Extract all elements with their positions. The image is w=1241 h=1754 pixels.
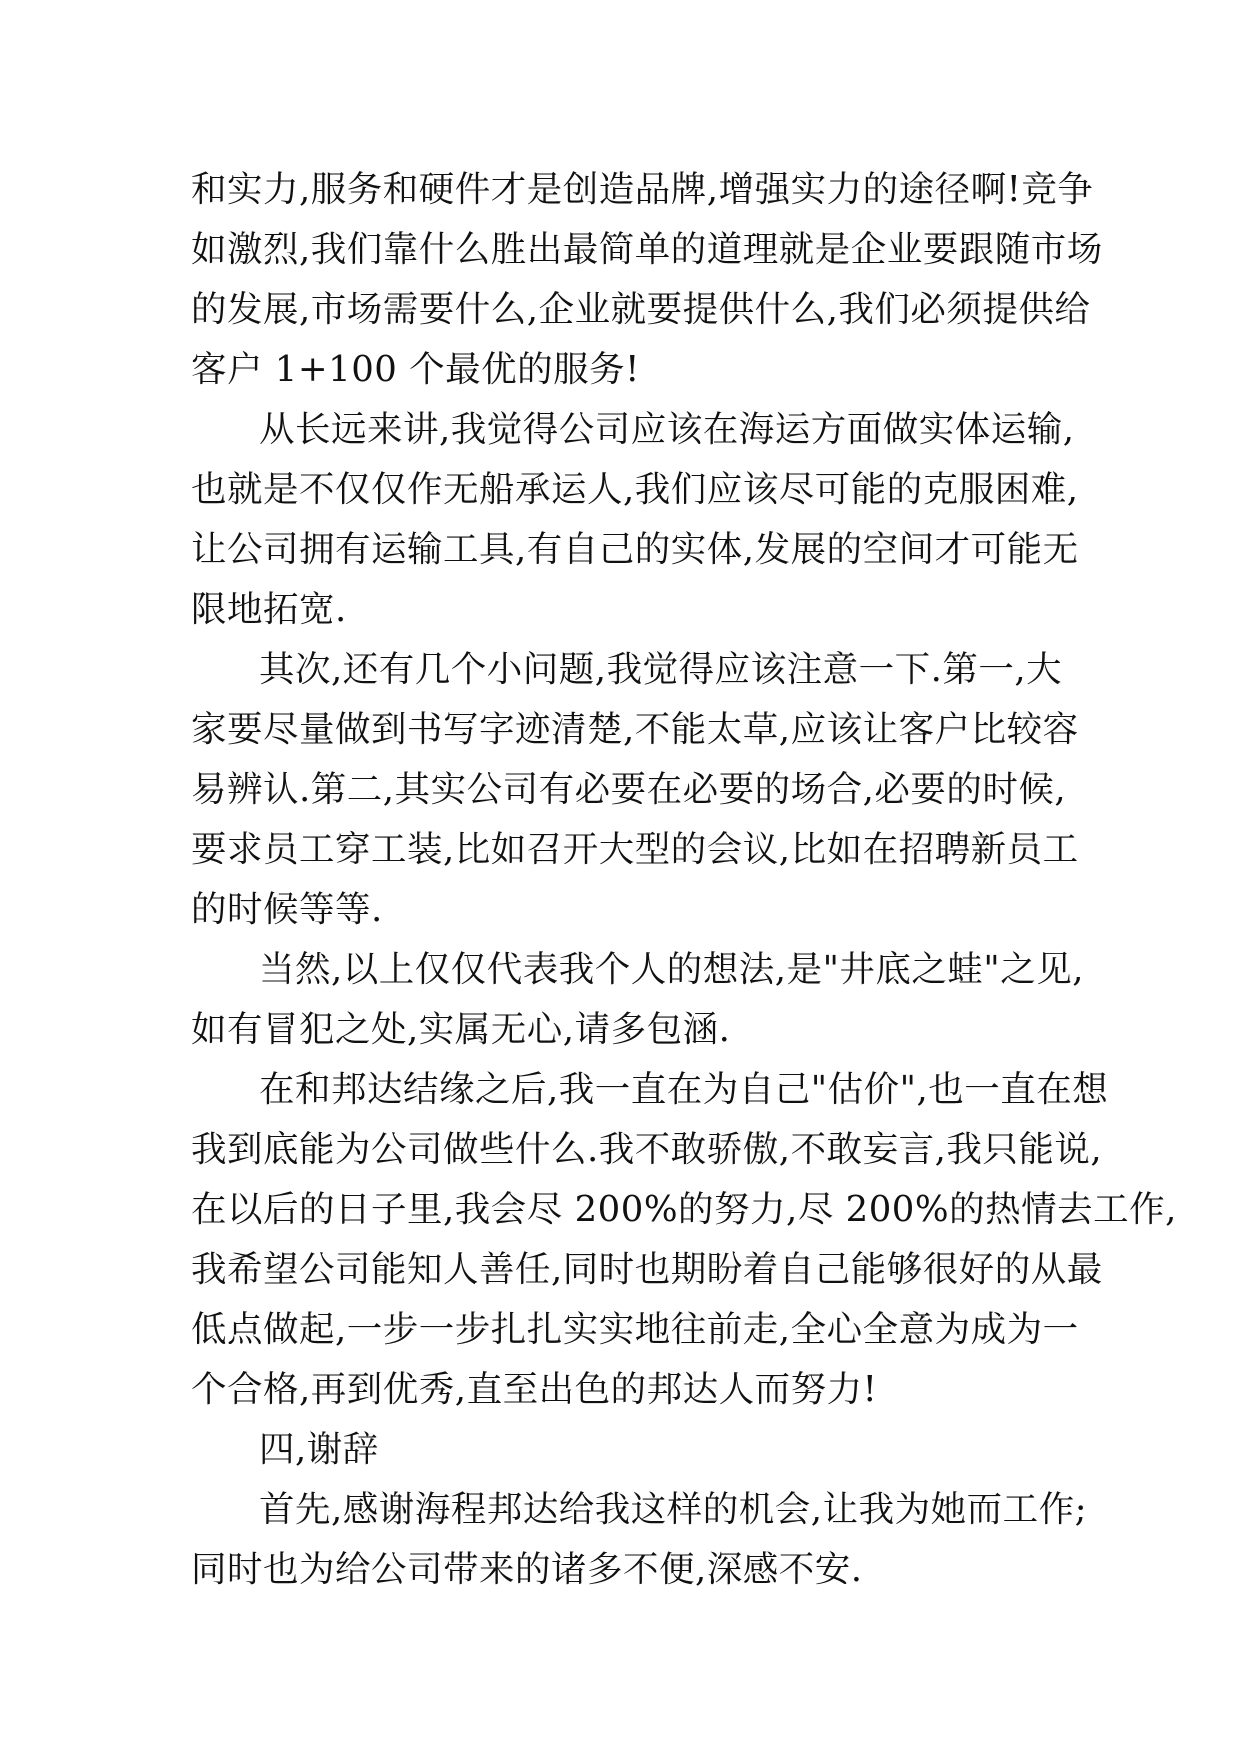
text-line: 的发展,市场需要什么,企业就要提供什么,我们必须提供给 — [191, 289, 1091, 330]
text-line: 同时也为给公司带来的诸多不便,深感不安. — [191, 1549, 863, 1590]
text-line: 要求员工穿工装,比如召开大型的会议,比如在招聘新员工 — [191, 829, 1079, 870]
text-line: 限地拓宽. — [191, 589, 347, 630]
text-line: 我希望公司能知人善任,同时也期盼着自己能够很好的从最 — [191, 1249, 1103, 1290]
text-line: 在以后的日子里,我会尽 200%的努力,尽 200%的热情去工作, — [191, 1189, 1177, 1230]
text-line: 如激烈,我们靠什么胜出最简单的道理就是企业要跟随市场 — [191, 229, 1103, 270]
text-line: 个合格,再到优秀,直至出色的邦达人而努力! — [191, 1369, 878, 1410]
text-line: 低点做起,一步一步扎扎实实地往前走,全心全意为成为一 — [191, 1309, 1079, 1350]
paragraph-first-line: 当然,以上仅仅代表我个人的想法,是"井底之蛙"之见, — [259, 949, 1085, 990]
text-line: 客户 1+100 个最优的服务! — [191, 349, 640, 390]
text-line: 和实力,服务和硬件才是创造品牌,增强实力的途径啊!竞争 — [191, 169, 1094, 210]
paragraph-first-line: 在和邦达结缘之后,我一直在为自己"估价",也一直在想 — [259, 1069, 1109, 1110]
text-line: 家要尽量做到书写字迹清楚,不能太草,应该让客户比较容 — [191, 709, 1079, 750]
text-line: 我到底能为公司做些什么.我不敢骄傲,不敢妄言,我只能说, — [191, 1129, 1103, 1170]
text-line: 也就是不仅仅作无船承运人,我们应该尽可能的克服困难, — [191, 469, 1079, 510]
body-text — [191, 160, 1177, 1600]
paragraph-first-line: 其次,还有几个小问题,我觉得应该注意一下.第一,大 — [259, 649, 1063, 690]
paragraph-first-line: 首先,感谢海程邦达给我这样的机会,让我为她而工作; — [259, 1489, 1088, 1530]
text-line: 易辨认.第二,其实公司有必要在必要的场合,必要的时候, — [191, 769, 1067, 810]
text-line: 的时候等等. — [191, 889, 383, 930]
text-line: 如有冒犯之处,实属无心,请多包涵. — [191, 1009, 731, 1050]
paragraph-first-line: 从长远来讲,我觉得公司应该在海运方面做实体运输, — [259, 409, 1075, 450]
text-line: 让公司拥有运输工具,有自己的实体,发展的空间才可能无 — [191, 529, 1079, 570]
section-heading: 四,谢辞 — [259, 1429, 379, 1470]
